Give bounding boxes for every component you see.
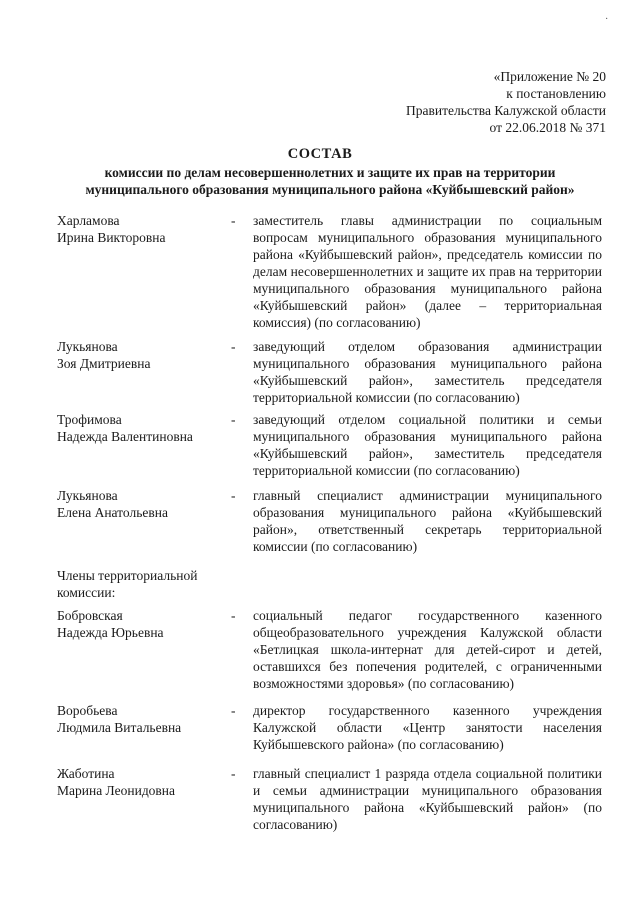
member-name <box>57 765 227 799</box>
separator-dash: - <box>231 703 236 718</box>
member-description: главный специалист администрации муниципального образования муниципального района «Куйбышевский район», ответственный секретарь территориальной комиссии (по согласованию) <box>253 488 602 554</box>
separator-dash: - <box>231 339 236 354</box>
document-title: СОСТАВ <box>287 146 353 162</box>
appendix-line: Правительства Калужской области <box>405 103 606 118</box>
member-given-name: Надежда Юрьевна <box>57 625 164 640</box>
member-surname: Харламова <box>57 213 120 228</box>
member-surname: Жаботина <box>57 766 115 781</box>
appendix-line: к постановлению <box>506 86 606 101</box>
member-given-name: Ирина Викторовна <box>57 230 166 245</box>
member-name <box>57 212 227 246</box>
member-given-name: Людмила Витальевна <box>57 720 182 735</box>
member-given-name: Надежда Валентиновна <box>57 429 193 444</box>
member-description: заведующий отделом социальной политики и семьи муниципального образования муниципального района «Куйбышевский район», заместитель председателя территориальной комиссии (по согласованию) <box>253 412 602 478</box>
member-name <box>57 338 227 372</box>
member-surname: Бобровская <box>57 608 123 623</box>
corner-mark: · <box>605 14 609 25</box>
member-surname: Лукьянова <box>57 339 118 354</box>
appendix-reference <box>406 68 606 136</box>
member-name <box>57 487 227 521</box>
member-name <box>57 607 227 641</box>
member-surname: Трофимова <box>57 412 122 427</box>
separator-dash: - <box>231 608 236 623</box>
member-given-name: Зоя Дмитриевна <box>57 356 151 371</box>
member-name <box>57 702 227 736</box>
member-given-name: Елена Анатольевна <box>57 505 168 520</box>
appendix-line: от 22.06.2018 № 371 <box>489 120 606 135</box>
member-given-name: Марина Леонидовна <box>57 783 176 798</box>
separator-dash: - <box>231 412 236 427</box>
separator-dash: - <box>231 766 236 781</box>
member-description: заведующий отделом образования администрации муниципального образования муниципального района «Куйбышевский район», заместитель председателя территориальной комиссии (по согласованию) <box>253 339 602 405</box>
document-subtitle: комиссии по делам несовершеннолетних и защите их прав на территории муниципального образования муниципального района «Куйбышевский район» <box>85 165 575 197</box>
member-description: директор государственного казенного учреждения Калужской области «Центр занятости населения Куйбышевского района» (по согласованию) <box>253 703 602 752</box>
separator-dash: - <box>231 213 236 228</box>
appendix-line: «Приложение № 20 <box>493 69 606 84</box>
member-name <box>57 411 227 445</box>
member-surname: Лукьянова <box>57 488 118 503</box>
member-description: заместитель главы администрации по социальным вопросам муниципального образования муниципального района «Куйбышевский район», председатель комиссии по делам несовершеннолетних и защите их прав на территории муниципального образования муниципального района «Куйбышевский район» (далее – территориальная комиссия) (по согласованию) <box>253 213 602 330</box>
member-surname: Воробьева <box>57 703 118 718</box>
separator-dash: - <box>231 488 236 503</box>
members-section-heading: Члены территориальной комиссии: <box>57 568 198 600</box>
member-description: социальный педагог государственного казенного общеобразовательного учреждения Калужской области «Бетлицкая школа-интернат для детей-сирот и детей, оставшихся без попечения родителей, с ограниченными возможностями здоровья» (по согласованию) <box>253 608 602 691</box>
member-description: главный специалист 1 разряда отдела социальной политики и семьи администрации муниципального образования муниципального района «Куйбышевский район» (по согласованию) <box>253 766 602 832</box>
